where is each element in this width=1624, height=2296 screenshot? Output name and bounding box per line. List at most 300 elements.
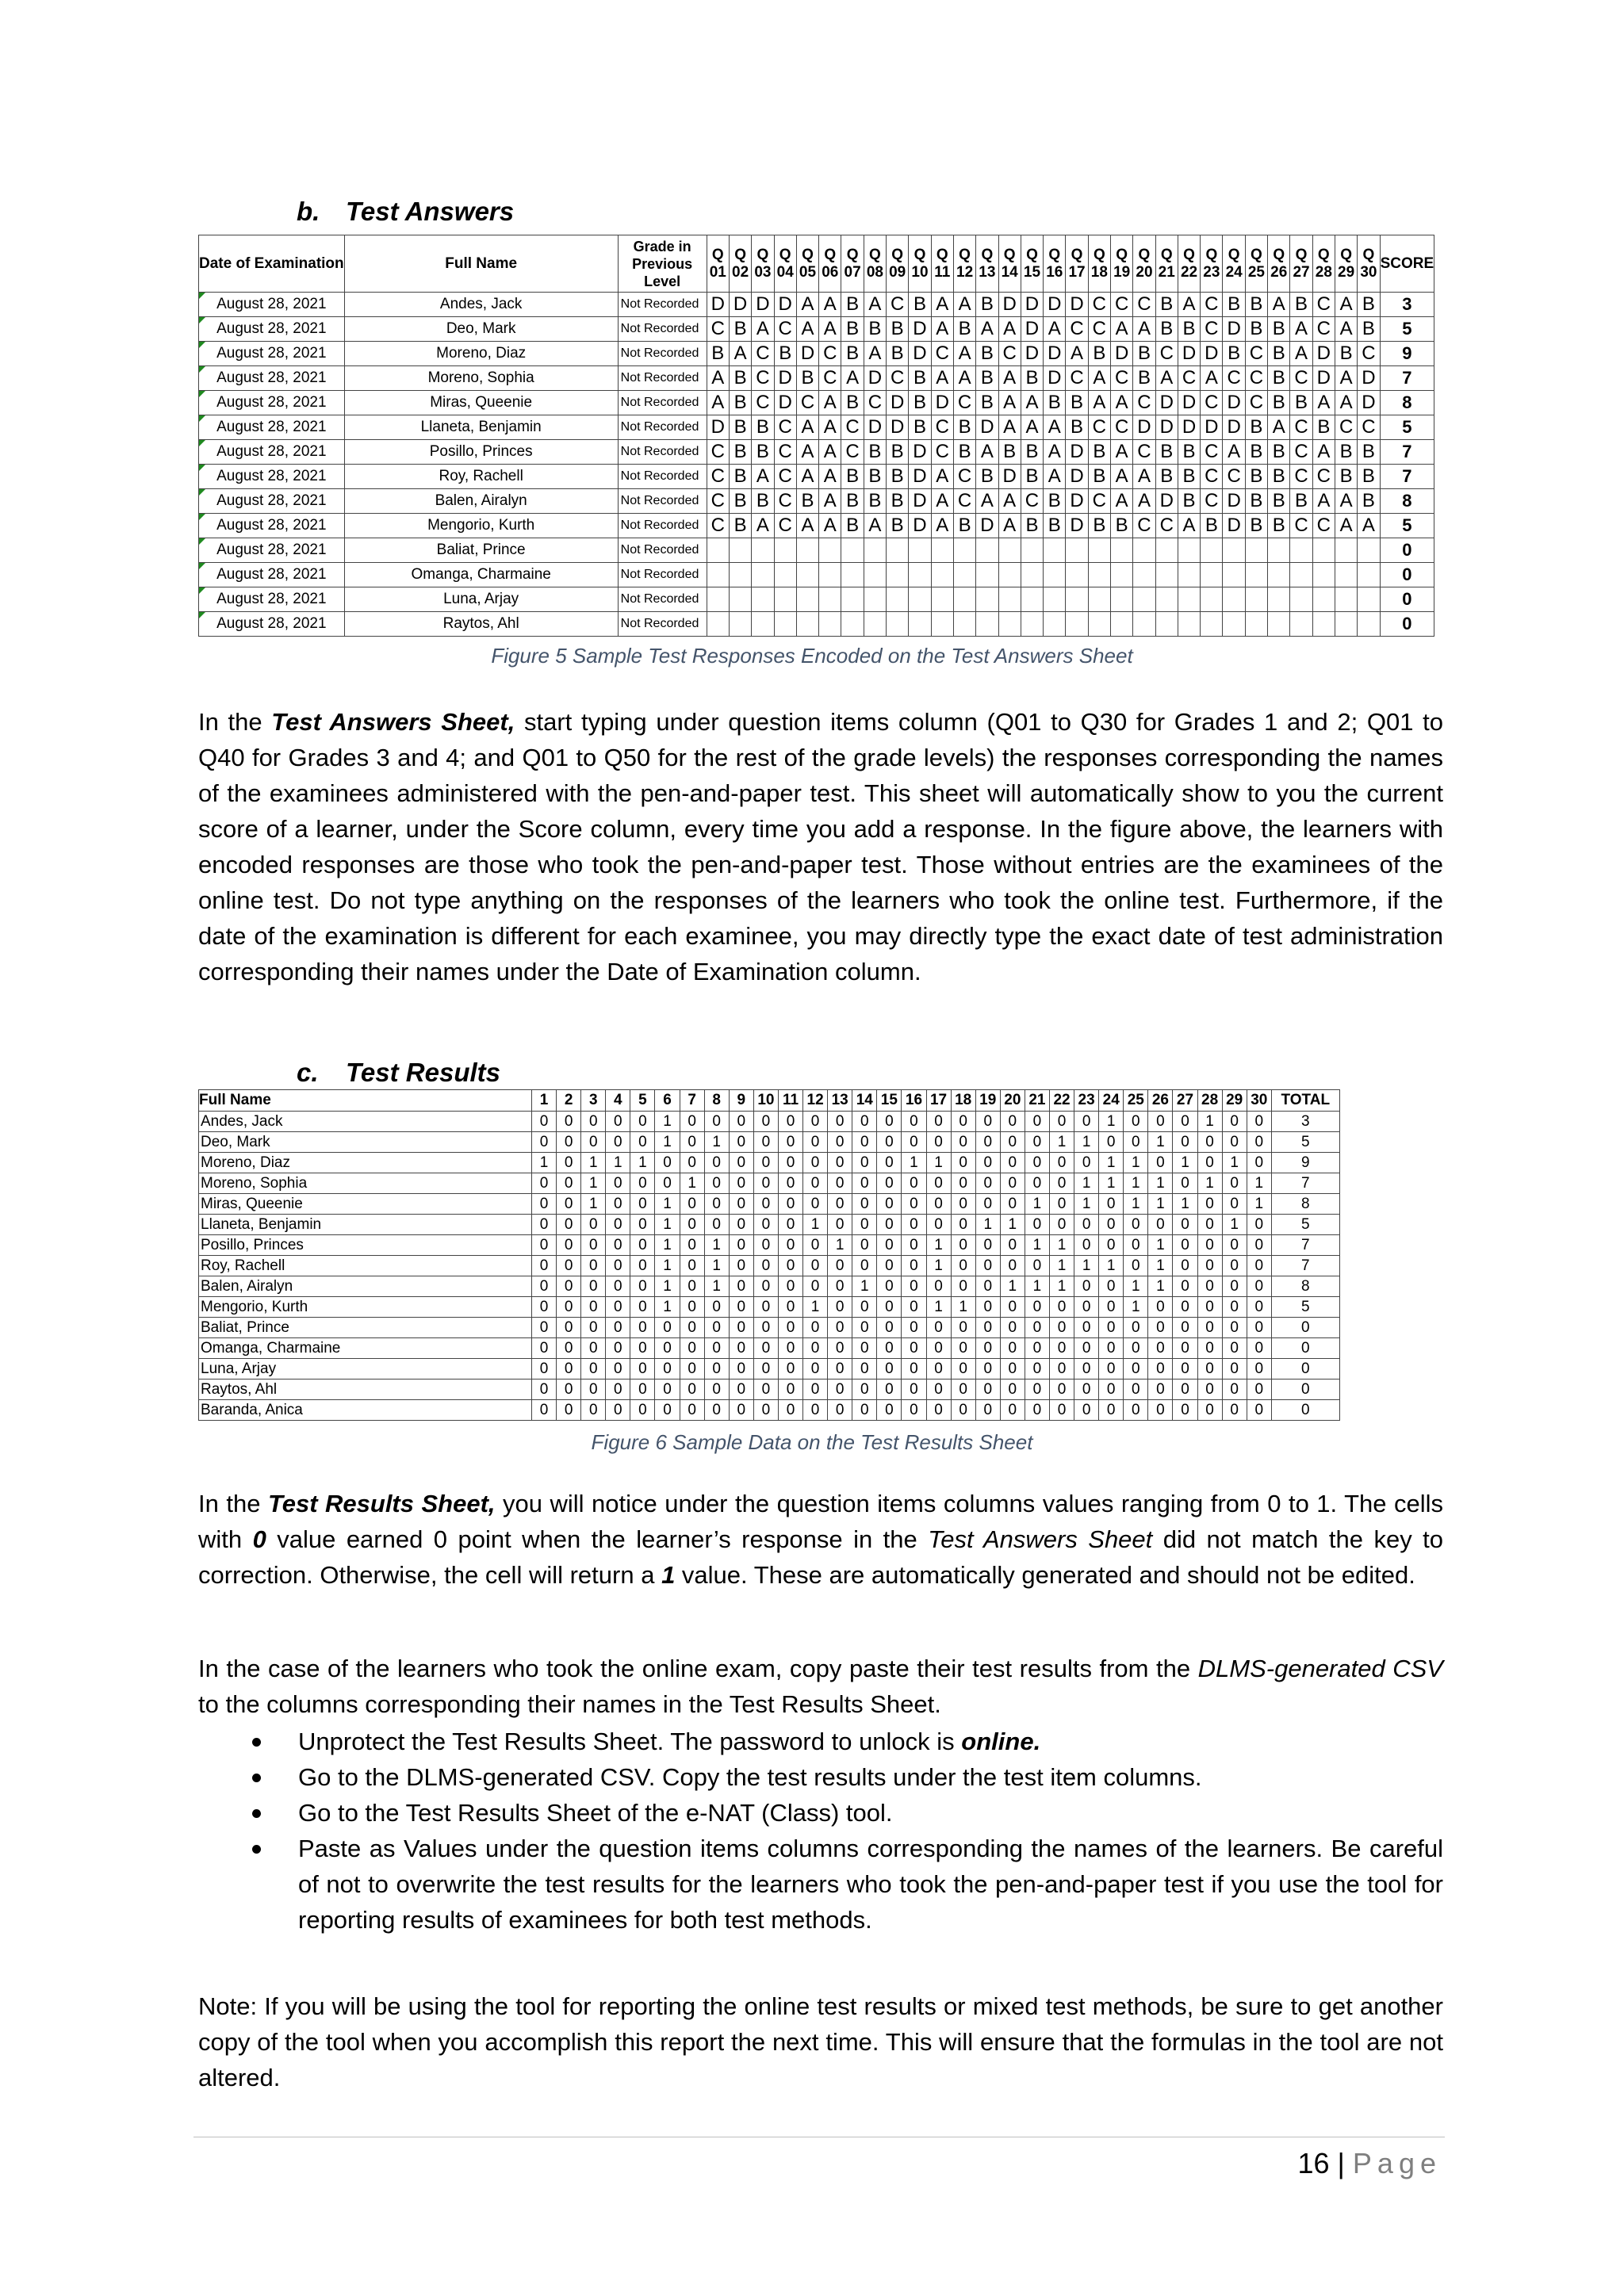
result-value-cell[interactable]: 0 xyxy=(1025,1380,1049,1400)
result-value-cell[interactable]: 0 xyxy=(753,1400,778,1421)
score-cell[interactable]: 0 xyxy=(1380,538,1434,563)
response-cell[interactable] xyxy=(1335,563,1357,587)
result-value-cell[interactable]: 1 xyxy=(655,1194,680,1215)
result-value-cell[interactable]: 0 xyxy=(729,1297,753,1318)
response-cell[interactable]: B xyxy=(909,293,931,317)
response-cell[interactable]: C xyxy=(1178,366,1200,391)
response-cell[interactable] xyxy=(774,563,796,587)
response-cell[interactable] xyxy=(1201,538,1223,563)
result-value-cell[interactable]: 0 xyxy=(828,1318,852,1338)
result-value-cell[interactable]: 0 xyxy=(1173,1297,1197,1318)
result-value-cell[interactable]: 0 xyxy=(729,1400,753,1421)
result-value-cell[interactable]: 0 xyxy=(1000,1153,1025,1173)
date-cell[interactable]: August 28, 2021 xyxy=(199,489,345,514)
result-value-cell[interactable]: 0 xyxy=(532,1256,557,1276)
response-cell[interactable]: C xyxy=(819,342,841,366)
result-value-cell[interactable]: 1 xyxy=(1074,1256,1099,1276)
response-cell[interactable]: D xyxy=(1066,489,1088,514)
result-value-cell[interactable]: 0 xyxy=(951,1153,975,1173)
result-value-cell[interactable]: 0 xyxy=(926,1132,951,1153)
result-value-cell[interactable]: 0 xyxy=(1197,1297,1222,1318)
result-value-cell[interactable]: 0 xyxy=(1247,1215,1271,1235)
response-cell[interactable]: D xyxy=(1066,465,1088,489)
result-value-cell[interactable]: 0 xyxy=(729,1256,753,1276)
response-cell[interactable]: C xyxy=(1290,465,1312,489)
result-value-cell[interactable]: 1 xyxy=(581,1153,606,1173)
result-value-cell[interactable]: 1 xyxy=(655,1132,680,1153)
response-cell[interactable]: D xyxy=(909,317,931,342)
result-value-cell[interactable]: 0 xyxy=(975,1256,1000,1276)
response-cell[interactable]: C xyxy=(774,317,796,342)
result-value-cell[interactable]: 0 xyxy=(1049,1380,1074,1400)
response-cell[interactable]: B xyxy=(1178,317,1200,342)
response-cell[interactable]: B xyxy=(1290,293,1312,317)
response-cell[interactable]: A xyxy=(1335,391,1357,415)
result-value-cell[interactable]: 0 xyxy=(1148,1380,1173,1400)
response-cell[interactable] xyxy=(1335,538,1357,563)
response-cell[interactable] xyxy=(864,587,886,612)
result-name-cell[interactable]: Andes, Jack xyxy=(199,1112,532,1132)
response-cell[interactable] xyxy=(1111,612,1133,637)
response-cell[interactable]: B xyxy=(1312,415,1335,440)
response-cell[interactable]: B xyxy=(1111,514,1133,538)
response-cell[interactable]: A xyxy=(998,366,1021,391)
response-cell[interactable]: C xyxy=(1066,366,1088,391)
result-name-cell[interactable]: Balen, Airalyn xyxy=(199,1276,532,1297)
response-cell[interactable]: D xyxy=(1155,489,1178,514)
response-cell[interactable]: A xyxy=(752,317,774,342)
response-cell[interactable] xyxy=(796,538,818,563)
response-cell[interactable]: C xyxy=(752,366,774,391)
response-cell[interactable]: B xyxy=(729,514,751,538)
result-value-cell[interactable]: 0 xyxy=(1049,1153,1074,1173)
response-cell[interactable]: C xyxy=(1088,317,1110,342)
result-value-cell[interactable]: 0 xyxy=(951,1215,975,1235)
response-cell[interactable]: A xyxy=(1335,366,1357,391)
result-value-cell[interactable]: 0 xyxy=(1074,1153,1099,1173)
score-cell[interactable]: 9 xyxy=(1380,342,1434,366)
result-value-cell[interactable]: 0 xyxy=(1197,1338,1222,1359)
response-cell[interactable]: A xyxy=(1111,317,1133,342)
response-cell[interactable]: D xyxy=(1358,366,1380,391)
response-cell[interactable] xyxy=(819,563,841,587)
response-cell[interactable]: B xyxy=(1021,514,1043,538)
result-value-cell[interactable]: 0 xyxy=(828,1276,852,1297)
response-cell[interactable]: A xyxy=(819,293,841,317)
response-cell[interactable]: D xyxy=(1066,293,1088,317)
result-value-cell[interactable]: 0 xyxy=(753,1112,778,1132)
response-cell[interactable] xyxy=(998,587,1021,612)
result-value-cell[interactable]: 0 xyxy=(581,1380,606,1400)
result-value-cell[interactable]: 0 xyxy=(704,1112,729,1132)
result-value-cell[interactable]: 0 xyxy=(1000,1380,1025,1400)
response-cell[interactable]: B xyxy=(1021,440,1043,465)
result-value-cell[interactable]: 0 xyxy=(1099,1318,1124,1338)
result-value-cell[interactable]: 0 xyxy=(1148,1359,1173,1380)
response-cell[interactable]: B xyxy=(841,342,864,366)
response-cell[interactable] xyxy=(752,563,774,587)
response-cell[interactable]: B xyxy=(887,317,909,342)
response-cell[interactable] xyxy=(1290,587,1312,612)
response-cell[interactable]: B xyxy=(1044,514,1066,538)
response-cell[interactable]: C xyxy=(841,440,864,465)
result-value-cell[interactable]: 0 xyxy=(581,1112,606,1132)
score-cell[interactable]: 5 xyxy=(1380,514,1434,538)
result-name-cell[interactable]: Raytos, Ahl xyxy=(199,1380,532,1400)
response-cell[interactable]: C xyxy=(707,514,729,538)
result-total-cell[interactable]: 0 xyxy=(1271,1380,1339,1400)
result-value-cell[interactable]: 0 xyxy=(753,1173,778,1194)
response-cell[interactable] xyxy=(887,563,909,587)
result-value-cell[interactable]: 0 xyxy=(778,1173,802,1194)
response-cell[interactable]: D xyxy=(1223,514,1245,538)
response-cell[interactable]: A xyxy=(931,293,953,317)
result-value-cell[interactable]: 0 xyxy=(753,1276,778,1297)
grade-cell[interactable]: Not Recorded xyxy=(618,489,707,514)
response-cell[interactable] xyxy=(1312,563,1335,587)
result-value-cell[interactable]: 0 xyxy=(532,1215,557,1235)
response-cell[interactable]: C xyxy=(1155,342,1178,366)
result-value-cell[interactable]: 0 xyxy=(902,1276,926,1297)
response-cell[interactable]: C xyxy=(1223,366,1245,391)
result-value-cell[interactable]: 0 xyxy=(1074,1338,1099,1359)
result-value-cell[interactable]: 0 xyxy=(951,1359,975,1380)
result-value-cell[interactable]: 0 xyxy=(655,1380,680,1400)
result-value-cell[interactable]: 0 xyxy=(1222,1400,1247,1421)
grade-cell[interactable]: Not Recorded xyxy=(618,391,707,415)
date-cell[interactable]: August 28, 2021 xyxy=(199,587,345,612)
result-value-cell[interactable]: 0 xyxy=(581,1235,606,1256)
response-cell[interactable]: C xyxy=(1066,317,1088,342)
result-total-cell[interactable]: 9 xyxy=(1271,1153,1339,1173)
result-value-cell[interactable]: 0 xyxy=(704,1194,729,1215)
result-value-cell[interactable]: 0 xyxy=(1124,1132,1148,1153)
response-cell[interactable]: C xyxy=(1201,440,1223,465)
response-cell[interactable]: D xyxy=(1201,342,1223,366)
result-value-cell[interactable]: 1 xyxy=(1074,1132,1099,1153)
result-value-cell[interactable]: 0 xyxy=(975,1153,1000,1173)
response-cell[interactable] xyxy=(976,612,998,637)
result-value-cell[interactable]: 0 xyxy=(1222,1359,1247,1380)
response-cell[interactable]: A xyxy=(1088,366,1110,391)
result-value-cell[interactable]: 0 xyxy=(1025,1132,1049,1153)
result-value-cell[interactable]: 0 xyxy=(902,1380,926,1400)
response-cell[interactable]: C xyxy=(707,440,729,465)
result-value-cell[interactable]: 0 xyxy=(606,1215,630,1235)
result-value-cell[interactable]: 0 xyxy=(1148,1215,1173,1235)
response-cell[interactable]: A xyxy=(998,514,1021,538)
result-value-cell[interactable]: 0 xyxy=(803,1338,828,1359)
response-cell[interactable] xyxy=(1201,563,1223,587)
result-value-cell[interactable]: 0 xyxy=(926,1359,951,1380)
result-value-cell[interactable]: 0 xyxy=(1173,1173,1197,1194)
result-value-cell[interactable]: 0 xyxy=(729,1215,753,1235)
result-value-cell[interactable]: 0 xyxy=(1000,1194,1025,1215)
response-cell[interactable]: B xyxy=(887,465,909,489)
result-value-cell[interactable]: 0 xyxy=(877,1338,902,1359)
result-value-cell[interactable]: 0 xyxy=(1000,1112,1025,1132)
result-value-cell[interactable]: 0 xyxy=(532,1194,557,1215)
result-value-cell[interactable]: 0 xyxy=(1222,1297,1247,1318)
result-value-cell[interactable]: 1 xyxy=(1099,1173,1124,1194)
response-cell[interactable]: B xyxy=(774,342,796,366)
result-value-cell[interactable]: 0 xyxy=(1049,1318,1074,1338)
result-value-cell[interactable]: 0 xyxy=(877,1194,902,1215)
result-value-cell[interactable]: 0 xyxy=(1025,1256,1049,1276)
response-cell[interactable]: B xyxy=(1155,317,1178,342)
result-value-cell[interactable]: 0 xyxy=(704,1380,729,1400)
result-value-cell[interactable]: 0 xyxy=(753,1132,778,1153)
name-cell[interactable]: Balen, Airalyn xyxy=(344,489,618,514)
response-cell[interactable]: B xyxy=(864,465,886,489)
result-value-cell[interactable]: 0 xyxy=(581,1132,606,1153)
result-value-cell[interactable]: 0 xyxy=(1197,1400,1222,1421)
result-value-cell[interactable]: 0 xyxy=(1247,1256,1271,1276)
result-total-cell[interactable]: 0 xyxy=(1271,1338,1339,1359)
response-cell[interactable] xyxy=(1111,563,1133,587)
response-cell[interactable]: B xyxy=(998,440,1021,465)
response-cell[interactable]: A xyxy=(1155,366,1178,391)
result-value-cell[interactable]: 0 xyxy=(1124,1400,1148,1421)
result-name-cell[interactable]: Omanga, Charmaine xyxy=(199,1338,532,1359)
response-cell[interactable]: D xyxy=(1066,514,1088,538)
result-name-cell[interactable]: Mengorio, Kurth xyxy=(199,1297,532,1318)
result-value-cell[interactable]: 0 xyxy=(680,1380,704,1400)
result-value-cell[interactable]: 1 xyxy=(1148,1173,1173,1194)
result-value-cell[interactable]: 1 xyxy=(655,1112,680,1132)
result-value-cell[interactable]: 0 xyxy=(902,1338,926,1359)
result-value-cell[interactable]: 0 xyxy=(926,1380,951,1400)
response-cell[interactable] xyxy=(1044,538,1066,563)
result-value-cell[interactable]: 1 xyxy=(606,1153,630,1173)
response-cell[interactable]: A xyxy=(1335,489,1357,514)
result-value-cell[interactable]: 0 xyxy=(951,1112,975,1132)
result-value-cell[interactable]: 0 xyxy=(1099,1276,1124,1297)
response-cell[interactable]: B xyxy=(729,366,751,391)
response-cell[interactable]: B xyxy=(953,514,975,538)
result-value-cell[interactable]: 0 xyxy=(902,1194,926,1215)
result-total-cell[interactable]: 7 xyxy=(1271,1173,1339,1194)
response-cell[interactable]: A xyxy=(976,440,998,465)
response-cell[interactable] xyxy=(774,538,796,563)
result-value-cell[interactable]: 0 xyxy=(704,1173,729,1194)
response-cell[interactable] xyxy=(1245,587,1267,612)
response-cell[interactable] xyxy=(998,612,1021,637)
result-value-cell[interactable]: 0 xyxy=(951,1194,975,1215)
response-cell[interactable]: A xyxy=(1335,514,1357,538)
response-cell[interactable]: B xyxy=(976,465,998,489)
response-cell[interactable] xyxy=(1155,612,1178,637)
result-value-cell[interactable]: 0 xyxy=(557,1235,581,1256)
response-cell[interactable]: A xyxy=(1312,391,1335,415)
response-cell[interactable] xyxy=(729,587,751,612)
response-cell[interactable]: D xyxy=(1223,415,1245,440)
result-value-cell[interactable]: 0 xyxy=(1074,1400,1099,1421)
result-value-cell[interactable]: 0 xyxy=(877,1256,902,1276)
result-value-cell[interactable]: 0 xyxy=(877,1276,902,1297)
result-value-cell[interactable]: 0 xyxy=(852,1235,877,1256)
result-total-cell[interactable]: 7 xyxy=(1271,1256,1339,1276)
response-cell[interactable]: C xyxy=(1312,465,1335,489)
response-cell[interactable]: B xyxy=(1044,489,1066,514)
name-cell[interactable]: Moreno, Diaz xyxy=(344,342,618,366)
response-cell[interactable] xyxy=(1021,587,1043,612)
result-value-cell[interactable]: 0 xyxy=(704,1338,729,1359)
response-cell[interactable]: A xyxy=(953,366,975,391)
date-cell[interactable]: August 28, 2021 xyxy=(199,514,345,538)
response-cell[interactable] xyxy=(1312,612,1335,637)
result-value-cell[interactable]: 0 xyxy=(1197,1380,1222,1400)
result-value-cell[interactable]: 0 xyxy=(1197,1215,1222,1235)
result-value-cell[interactable]: 0 xyxy=(680,1276,704,1297)
result-value-cell[interactable]: 0 xyxy=(852,1112,877,1132)
response-cell[interactable]: B xyxy=(909,391,931,415)
response-cell[interactable] xyxy=(707,538,729,563)
result-value-cell[interactable]: 1 xyxy=(1173,1194,1197,1215)
date-cell[interactable]: August 28, 2021 xyxy=(199,538,345,563)
response-cell[interactable]: D xyxy=(1021,342,1043,366)
response-cell[interactable]: C xyxy=(1358,342,1380,366)
response-cell[interactable] xyxy=(1066,612,1088,637)
response-cell[interactable]: C xyxy=(931,342,953,366)
result-value-cell[interactable]: 0 xyxy=(828,1132,852,1153)
response-cell[interactable]: A xyxy=(1290,342,1312,366)
response-cell[interactable] xyxy=(1290,612,1312,637)
response-cell[interactable]: B xyxy=(1178,440,1200,465)
response-cell[interactable]: A xyxy=(819,465,841,489)
response-cell[interactable] xyxy=(887,587,909,612)
response-cell[interactable]: C xyxy=(1358,415,1380,440)
result-value-cell[interactable]: 1 xyxy=(655,1235,680,1256)
response-cell[interactable] xyxy=(729,563,751,587)
response-cell[interactable] xyxy=(1066,563,1088,587)
response-cell[interactable]: C xyxy=(1021,489,1043,514)
response-cell[interactable] xyxy=(909,587,931,612)
response-cell[interactable] xyxy=(1133,563,1155,587)
result-value-cell[interactable]: 0 xyxy=(1099,1400,1124,1421)
result-value-cell[interactable]: 0 xyxy=(902,1173,926,1194)
result-value-cell[interactable]: 1 xyxy=(1099,1153,1124,1173)
response-cell[interactable]: A xyxy=(1111,465,1133,489)
response-cell[interactable]: C xyxy=(887,366,909,391)
response-cell[interactable]: D xyxy=(1044,366,1066,391)
response-cell[interactable]: B xyxy=(976,293,998,317)
result-value-cell[interactable]: 1 xyxy=(1148,1194,1173,1215)
result-value-cell[interactable]: 0 xyxy=(877,1153,902,1173)
result-value-cell[interactable]: 1 xyxy=(828,1235,852,1256)
result-value-cell[interactable]: 0 xyxy=(1049,1359,1074,1380)
response-cell[interactable] xyxy=(1088,538,1110,563)
date-cell[interactable]: August 28, 2021 xyxy=(199,465,345,489)
result-value-cell[interactable]: 1 xyxy=(926,1153,951,1173)
response-cell[interactable]: B xyxy=(729,317,751,342)
result-value-cell[interactable]: 0 xyxy=(1173,1338,1197,1359)
response-cell[interactable] xyxy=(1021,612,1043,637)
response-cell[interactable]: B xyxy=(1335,440,1357,465)
grade-cell[interactable]: Not Recorded xyxy=(618,538,707,563)
result-value-cell[interactable]: 0 xyxy=(828,1380,852,1400)
result-value-cell[interactable]: 0 xyxy=(753,1215,778,1235)
result-value-cell[interactable]: 0 xyxy=(729,1194,753,1215)
response-cell[interactable]: A xyxy=(953,342,975,366)
response-cell[interactable]: A xyxy=(796,317,818,342)
result-value-cell[interactable]: 1 xyxy=(1025,1194,1049,1215)
result-value-cell[interactable]: 0 xyxy=(828,1153,852,1173)
result-value-cell[interactable]: 0 xyxy=(1148,1153,1173,1173)
result-value-cell[interactable]: 0 xyxy=(778,1235,802,1256)
response-cell[interactable] xyxy=(1335,612,1357,637)
result-value-cell[interactable]: 0 xyxy=(1197,1235,1222,1256)
result-value-cell[interactable]: 1 xyxy=(1197,1112,1222,1132)
response-cell[interactable]: D xyxy=(1155,415,1178,440)
response-cell[interactable]: A xyxy=(1021,415,1043,440)
response-cell[interactable]: A xyxy=(796,440,818,465)
result-value-cell[interactable]: 0 xyxy=(1025,1338,1049,1359)
result-value-cell[interactable]: 0 xyxy=(630,1112,655,1132)
response-cell[interactable]: B xyxy=(1088,465,1110,489)
name-cell[interactable]: Andes, Jack xyxy=(344,293,618,317)
response-cell[interactable]: B xyxy=(976,342,998,366)
response-cell[interactable]: C xyxy=(1133,391,1155,415)
name-cell[interactable]: Raytos, Ahl xyxy=(344,612,618,637)
result-value-cell[interactable]: 0 xyxy=(852,1338,877,1359)
response-cell[interactable] xyxy=(774,612,796,637)
result-value-cell[interactable]: 0 xyxy=(778,1318,802,1338)
response-cell[interactable] xyxy=(1111,587,1133,612)
response-cell[interactable]: C xyxy=(1111,366,1133,391)
result-value-cell[interactable]: 0 xyxy=(1099,1338,1124,1359)
result-name-cell[interactable]: Roy, Rachell xyxy=(199,1256,532,1276)
result-total-cell[interactable]: 3 xyxy=(1271,1112,1339,1132)
result-value-cell[interactable]: 0 xyxy=(803,1400,828,1421)
result-value-cell[interactable]: 0 xyxy=(557,1153,581,1173)
response-cell[interactable]: B xyxy=(729,415,751,440)
result-value-cell[interactable]: 0 xyxy=(729,1112,753,1132)
result-value-cell[interactable]: 0 xyxy=(1197,1359,1222,1380)
result-value-cell[interactable]: 0 xyxy=(1049,1338,1074,1359)
result-value-cell[interactable]: 0 xyxy=(877,1359,902,1380)
result-value-cell[interactable]: 1 xyxy=(581,1194,606,1215)
response-cell[interactable]: D xyxy=(1178,415,1200,440)
response-cell[interactable]: C xyxy=(774,514,796,538)
response-cell[interactable]: C xyxy=(1111,293,1133,317)
response-cell[interactable]: B xyxy=(707,342,729,366)
result-value-cell[interactable]: 0 xyxy=(1049,1400,1074,1421)
result-value-cell[interactable]: 1 xyxy=(1148,1276,1173,1297)
response-cell[interactable]: B xyxy=(1021,465,1043,489)
response-cell[interactable]: C xyxy=(1133,514,1155,538)
response-cell[interactable]: D xyxy=(1066,440,1088,465)
result-value-cell[interactable]: 0 xyxy=(606,1318,630,1338)
result-value-cell[interactable]: 0 xyxy=(1247,1380,1271,1400)
result-value-cell[interactable]: 0 xyxy=(1074,1380,1099,1400)
result-value-cell[interactable]: 0 xyxy=(1173,1380,1197,1400)
response-cell[interactable] xyxy=(998,538,1021,563)
result-value-cell[interactable]: 0 xyxy=(557,1400,581,1421)
result-value-cell[interactable]: 0 xyxy=(753,1297,778,1318)
result-value-cell[interactable]: 0 xyxy=(828,1256,852,1276)
response-cell[interactable] xyxy=(752,612,774,637)
response-cell[interactable] xyxy=(707,587,729,612)
score-cell[interactable]: 0 xyxy=(1380,587,1434,612)
name-cell[interactable]: Moreno, Sophia xyxy=(344,366,618,391)
response-cell[interactable]: C xyxy=(796,391,818,415)
result-value-cell[interactable]: 0 xyxy=(1247,1235,1271,1256)
response-cell[interactable]: A xyxy=(998,317,1021,342)
response-cell[interactable]: C xyxy=(931,440,953,465)
result-value-cell[interactable]: 0 xyxy=(630,1235,655,1256)
response-cell[interactable]: B xyxy=(1358,489,1380,514)
